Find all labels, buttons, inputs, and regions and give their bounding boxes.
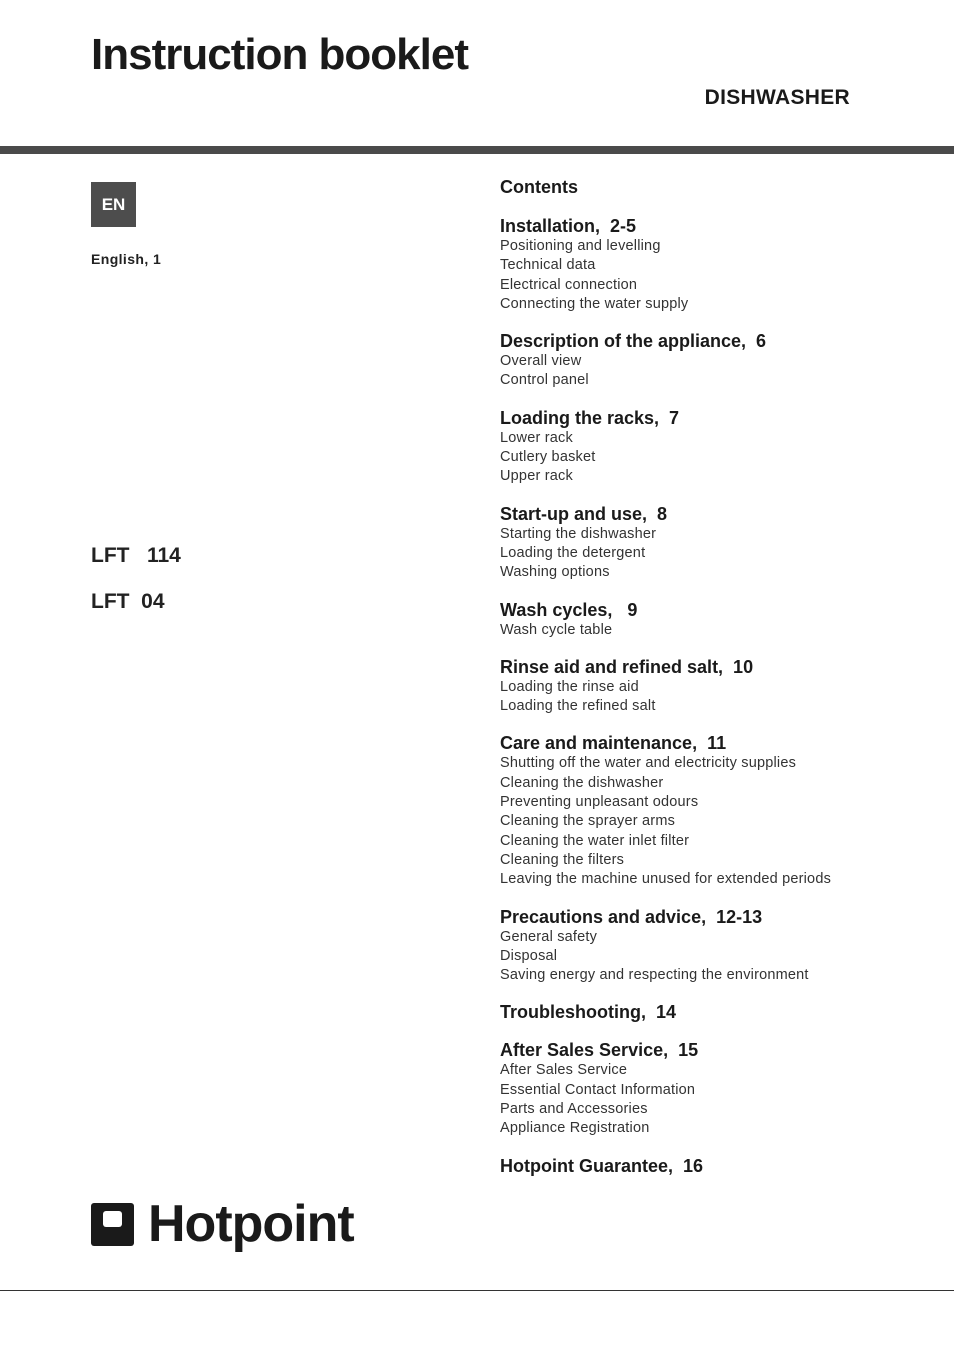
section-item: Lower rack [500, 429, 573, 446]
section-title: Precautions and advice, 12-13 [500, 906, 763, 927]
section-item: Upper rack [500, 468, 573, 485]
section-item: Overall view [500, 353, 582, 370]
section-title: After Sales Service, 15 [500, 1040, 699, 1061]
language-page-reference: English, 1 [91, 251, 162, 267]
section-item: After Sales Service [500, 1062, 628, 1079]
model-number: LFT 04 [91, 590, 165, 613]
language-badge: EN [91, 182, 136, 227]
section-item: Parts and Accessories [500, 1101, 648, 1118]
brand-wordmark: Hotpoint [148, 1195, 354, 1253]
header-divider [0, 146, 954, 154]
contents-section [500, 656, 940, 717]
section-item: Loading the rinse aid [500, 678, 639, 695]
section-item: Disposal [500, 947, 558, 964]
section-item: Leaving the machine unused for extended periods [500, 871, 832, 888]
contents-section [500, 906, 940, 986]
section-title: Loading the racks, 7 [500, 407, 680, 428]
section-item: Positioning and levelling [500, 238, 661, 254]
section-title: Start-up and use, 8 [500, 503, 668, 524]
model-number: LFT 114 [91, 544, 181, 567]
contents-sections [500, 215, 940, 1177]
hotpoint-logo-icon [91, 1203, 134, 1246]
section-item: Preventing unpleasant odours [500, 794, 699, 811]
section-item: Washing options [500, 564, 610, 581]
contents-section [500, 1155, 940, 1177]
section-item: General safety [500, 928, 598, 945]
contents-heading: Contents [500, 177, 578, 197]
hotpoint-logo [91, 1196, 354, 1252]
table-of-contents [500, 176, 940, 1193]
contents-section [500, 407, 940, 487]
section-item: Loading the refined salt [500, 698, 656, 715]
section-item: Essential Contact Information [500, 1081, 696, 1098]
section-title: Installation, 2-5 [500, 216, 637, 236]
section-item: Cleaning the dishwasher [500, 774, 664, 791]
section-item: Technical data [500, 257, 596, 274]
section-item: Control panel [500, 372, 589, 389]
product-type: DISHWASHER [704, 86, 850, 109]
section-item: Electrical connection [500, 276, 638, 293]
section-item: Cleaning the filters [500, 851, 625, 868]
contents-section [500, 215, 940, 314]
section-item: Cutlery basket [500, 449, 596, 466]
section-item: Connecting the water supply [500, 295, 689, 312]
section-item: Appliance Registration [500, 1120, 650, 1137]
contents-section [500, 1001, 940, 1023]
contents-section [500, 732, 940, 889]
contents-section [500, 599, 940, 640]
section-title: Wash cycles, 9 [500, 599, 638, 620]
section-title: Rinse aid and refined salt, 10 [500, 656, 754, 677]
section-title: Care and maintenance, 11 [500, 733, 727, 754]
section-title: Troubleshooting, 14 [500, 1002, 677, 1023]
section-title: Hotpoint Guarantee, 16 [500, 1155, 704, 1176]
contents-section [500, 1039, 940, 1138]
section-item: Shutting off the water and electricity supplies [500, 755, 797, 772]
contents-section [500, 330, 940, 391]
section-item: Loading the detergent [500, 544, 646, 561]
contents-section [500, 503, 940, 583]
section-item: Starting the dishwasher [500, 525, 657, 542]
section-title: Description of the appliance, 6 [500, 331, 767, 352]
section-item: Wash cycle table [500, 621, 613, 638]
footer-divider [0, 1290, 954, 1291]
section-item: Saving energy and respecting the environment [500, 967, 809, 984]
section-item: Cleaning the sprayer arms [500, 813, 676, 830]
page-title: Instruction booklet [91, 30, 468, 79]
section-item: Cleaning the water inlet filter [500, 832, 690, 849]
